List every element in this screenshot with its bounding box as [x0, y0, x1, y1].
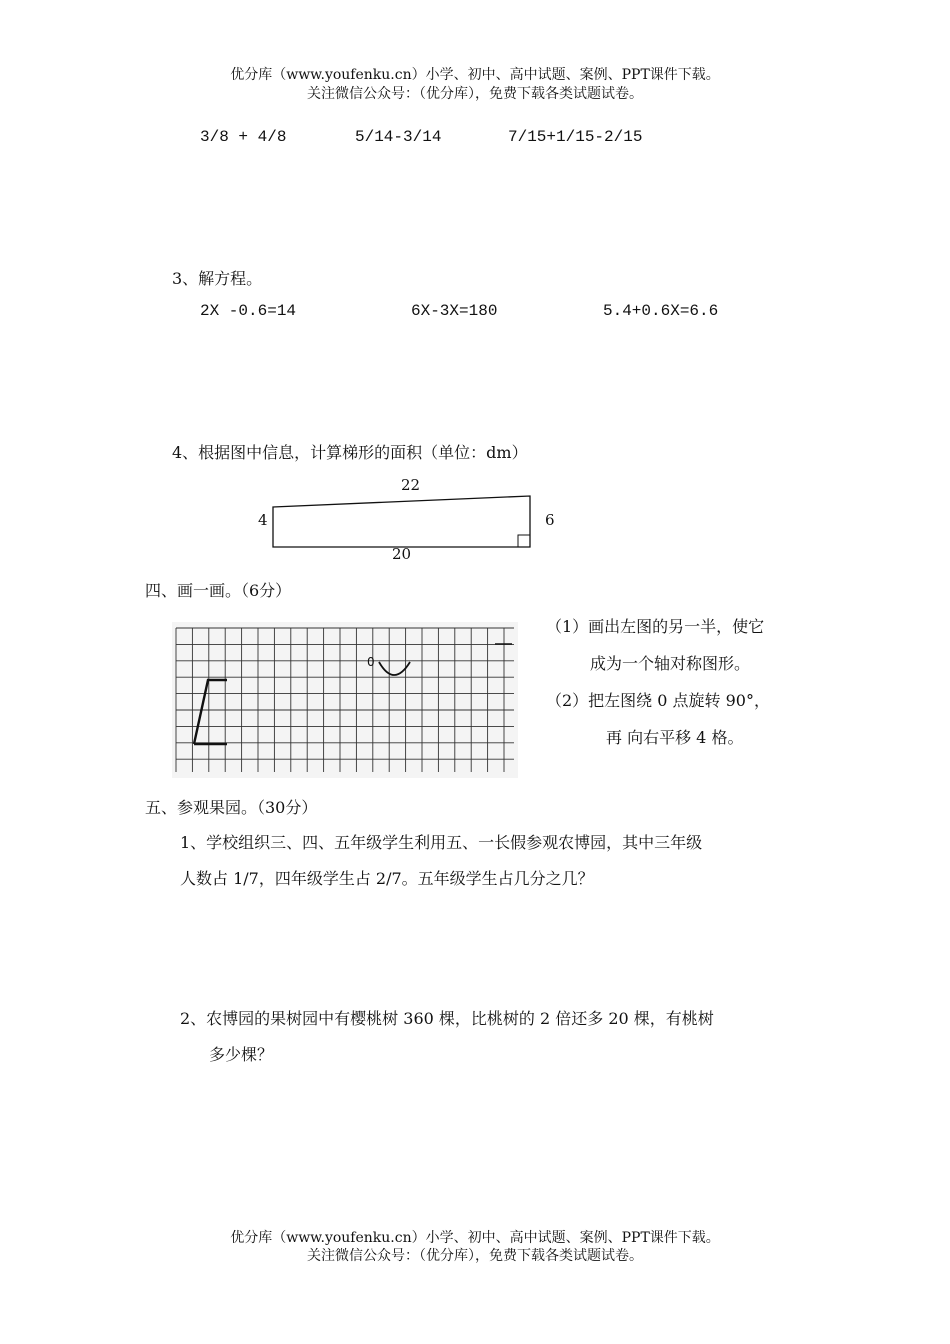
task-1-line-2: 成为一个轴对称图形。 [590, 654, 751, 673]
footer-line-1: 优分库（www.youfenku.cn）小学、初中、高中试题、案例、PPT课件下载。 [230, 1230, 720, 1246]
trapezoid-left-label: 4 [258, 511, 268, 529]
grid-origin-label: 0 [367, 655, 375, 669]
problem-1-line-1: 1、学校组织三、四、五年级学生利用五、一长假参观农博园，其中三年级 [180, 833, 703, 852]
task-1-line-1: （1）画出左图的另一半，使它 [546, 617, 765, 636]
fraction-expr-1: 3/8 + 4/8 [200, 128, 287, 146]
problem-2-line-2: 多少棵？ [209, 1045, 274, 1064]
section-4-title: 四、画一画。（6分） [145, 581, 292, 600]
problem-2-line-1: 2、农博园的果树园中有樱桃树 360 棵，比桃树的 2 倍还多 20 棵，有桃树 [180, 1009, 714, 1028]
footer-line-2: 关注微信公众号：（优分库），免费下载各类试题试卷。 [307, 1248, 643, 1264]
equation-2: 6X-3X=180 [411, 302, 498, 320]
equation-1: 2X -0.6=14 [200, 302, 297, 320]
section-5-title: 五、参观果园。（30分） [145, 798, 318, 817]
fraction-expr-3: 7/15+1/15-2/15 [508, 128, 643, 146]
header-line-2: 关注微信公众号：（优分库），免费下载各类试题试卷。 [307, 86, 643, 102]
task-2-line-2: 再 向右平移 4 格。 [606, 728, 744, 747]
fraction-expr-2: 5/14-3/14 [355, 128, 442, 146]
drawing-grid [172, 622, 518, 778]
q4-title: 4、根据图中信息，计算梯形的面积（单位：dm） [172, 443, 528, 462]
header-line-1: 优分库（www.youfenku.cn）小学、初中、高中试题、案例、PPT课件下载。 [230, 67, 720, 83]
trapezoid-bottom-label: 20 [392, 545, 412, 563]
trapezoid-shape [273, 496, 530, 547]
trapezoid-right-label: 6 [545, 511, 555, 529]
problem-1-line-2: 人数占 1/7，四年级学生占 2/7。五年级学生占几分之几？ [180, 869, 594, 888]
trapezoid-top-label: 22 [401, 476, 421, 494]
equation-3: 5.4+0.6X=6.6 [603, 302, 719, 320]
task-2-line-1: （2）把左图绕 0 点旋转 90°， [546, 691, 770, 710]
q3-title: 3、解方程。 [172, 269, 263, 288]
right-angle-mark [518, 535, 530, 547]
